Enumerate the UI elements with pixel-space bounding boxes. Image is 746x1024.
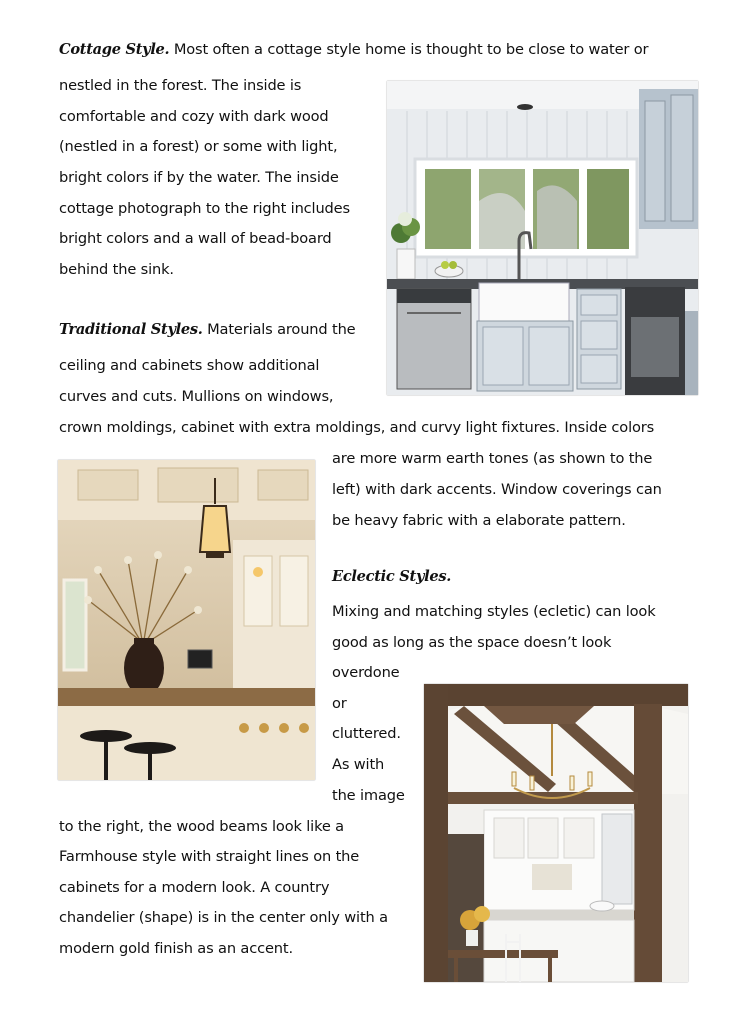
eclectic-text-line: As with (332, 756, 385, 773)
cottage-text-line: (nestled in a forest) or some with light, (59, 138, 338, 155)
eclectic-kitchen-photo (424, 684, 688, 982)
eclectic-text-line: or (332, 695, 347, 712)
cottage-text-line: bright colors and a wall of bead-board (59, 230, 332, 247)
eclectic-text-line: good as long as the space doesn’t look (332, 634, 612, 651)
cottage-paragraph-line (59, 40, 648, 60)
eclectic-text-line: Farmhouse style with straight lines on the (59, 848, 360, 865)
eclectic-text-line: cluttered. (332, 725, 401, 742)
traditional-text-line: left) with dark accents. Window coverings can (332, 481, 662, 498)
eclectic-text-line: Mixing and matching styles (ecletic) can look (332, 603, 656, 620)
cottage-text-line: comfortable and cozy with dark wood (59, 108, 329, 125)
eclectic-text-line: to the right, the wood beams look like a (59, 818, 344, 835)
eclectic-text-line: modern gold finish as an accent. (59, 940, 293, 957)
traditional-text-line: crown moldings, cabinet with extra moldings, and curvy light fixtures. Inside colors (59, 419, 655, 436)
eclectic-text-line: cabinets for a modern look. A country (59, 879, 330, 896)
traditional-text-line: are more warm earth tones (as shown to the (332, 450, 653, 467)
eclectic-text-line: chandelier (shape) is in the center only with a (59, 909, 388, 926)
cottage-kitchen-photo (387, 81, 698, 395)
cottage-intro-text: Most often a cottage style home is thought to be close to water or (169, 41, 649, 58)
eclectic-text-line: overdone (332, 664, 400, 681)
traditional-intro-text: Materials around the (202, 321, 356, 338)
cottage-text-line: behind the sink. (59, 261, 174, 278)
cottage-heading: Cottage Style. (59, 41, 170, 58)
traditional-text-line: ceiling and cabinets show additional (59, 357, 320, 374)
cottage-text-line: nestled in the forest. The inside is (59, 77, 302, 94)
eclectic-text-line: the image (332, 787, 405, 804)
cottage-text-line: cottage photograph to the right includes (59, 200, 350, 217)
traditional-heading: Traditional Styles. (59, 321, 203, 338)
traditional-paragraph-line (59, 320, 356, 340)
traditional-text-line: curves and cuts. Mullions on windows, (59, 388, 334, 405)
traditional-kitchen-photo (58, 460, 315, 780)
traditional-text-line: be heavy fabric with a elaborate pattern. (332, 512, 626, 529)
cottage-text-line: bright colors if by the water. The inside (59, 169, 339, 186)
eclectic-heading: Eclectic Styles. (332, 568, 452, 585)
